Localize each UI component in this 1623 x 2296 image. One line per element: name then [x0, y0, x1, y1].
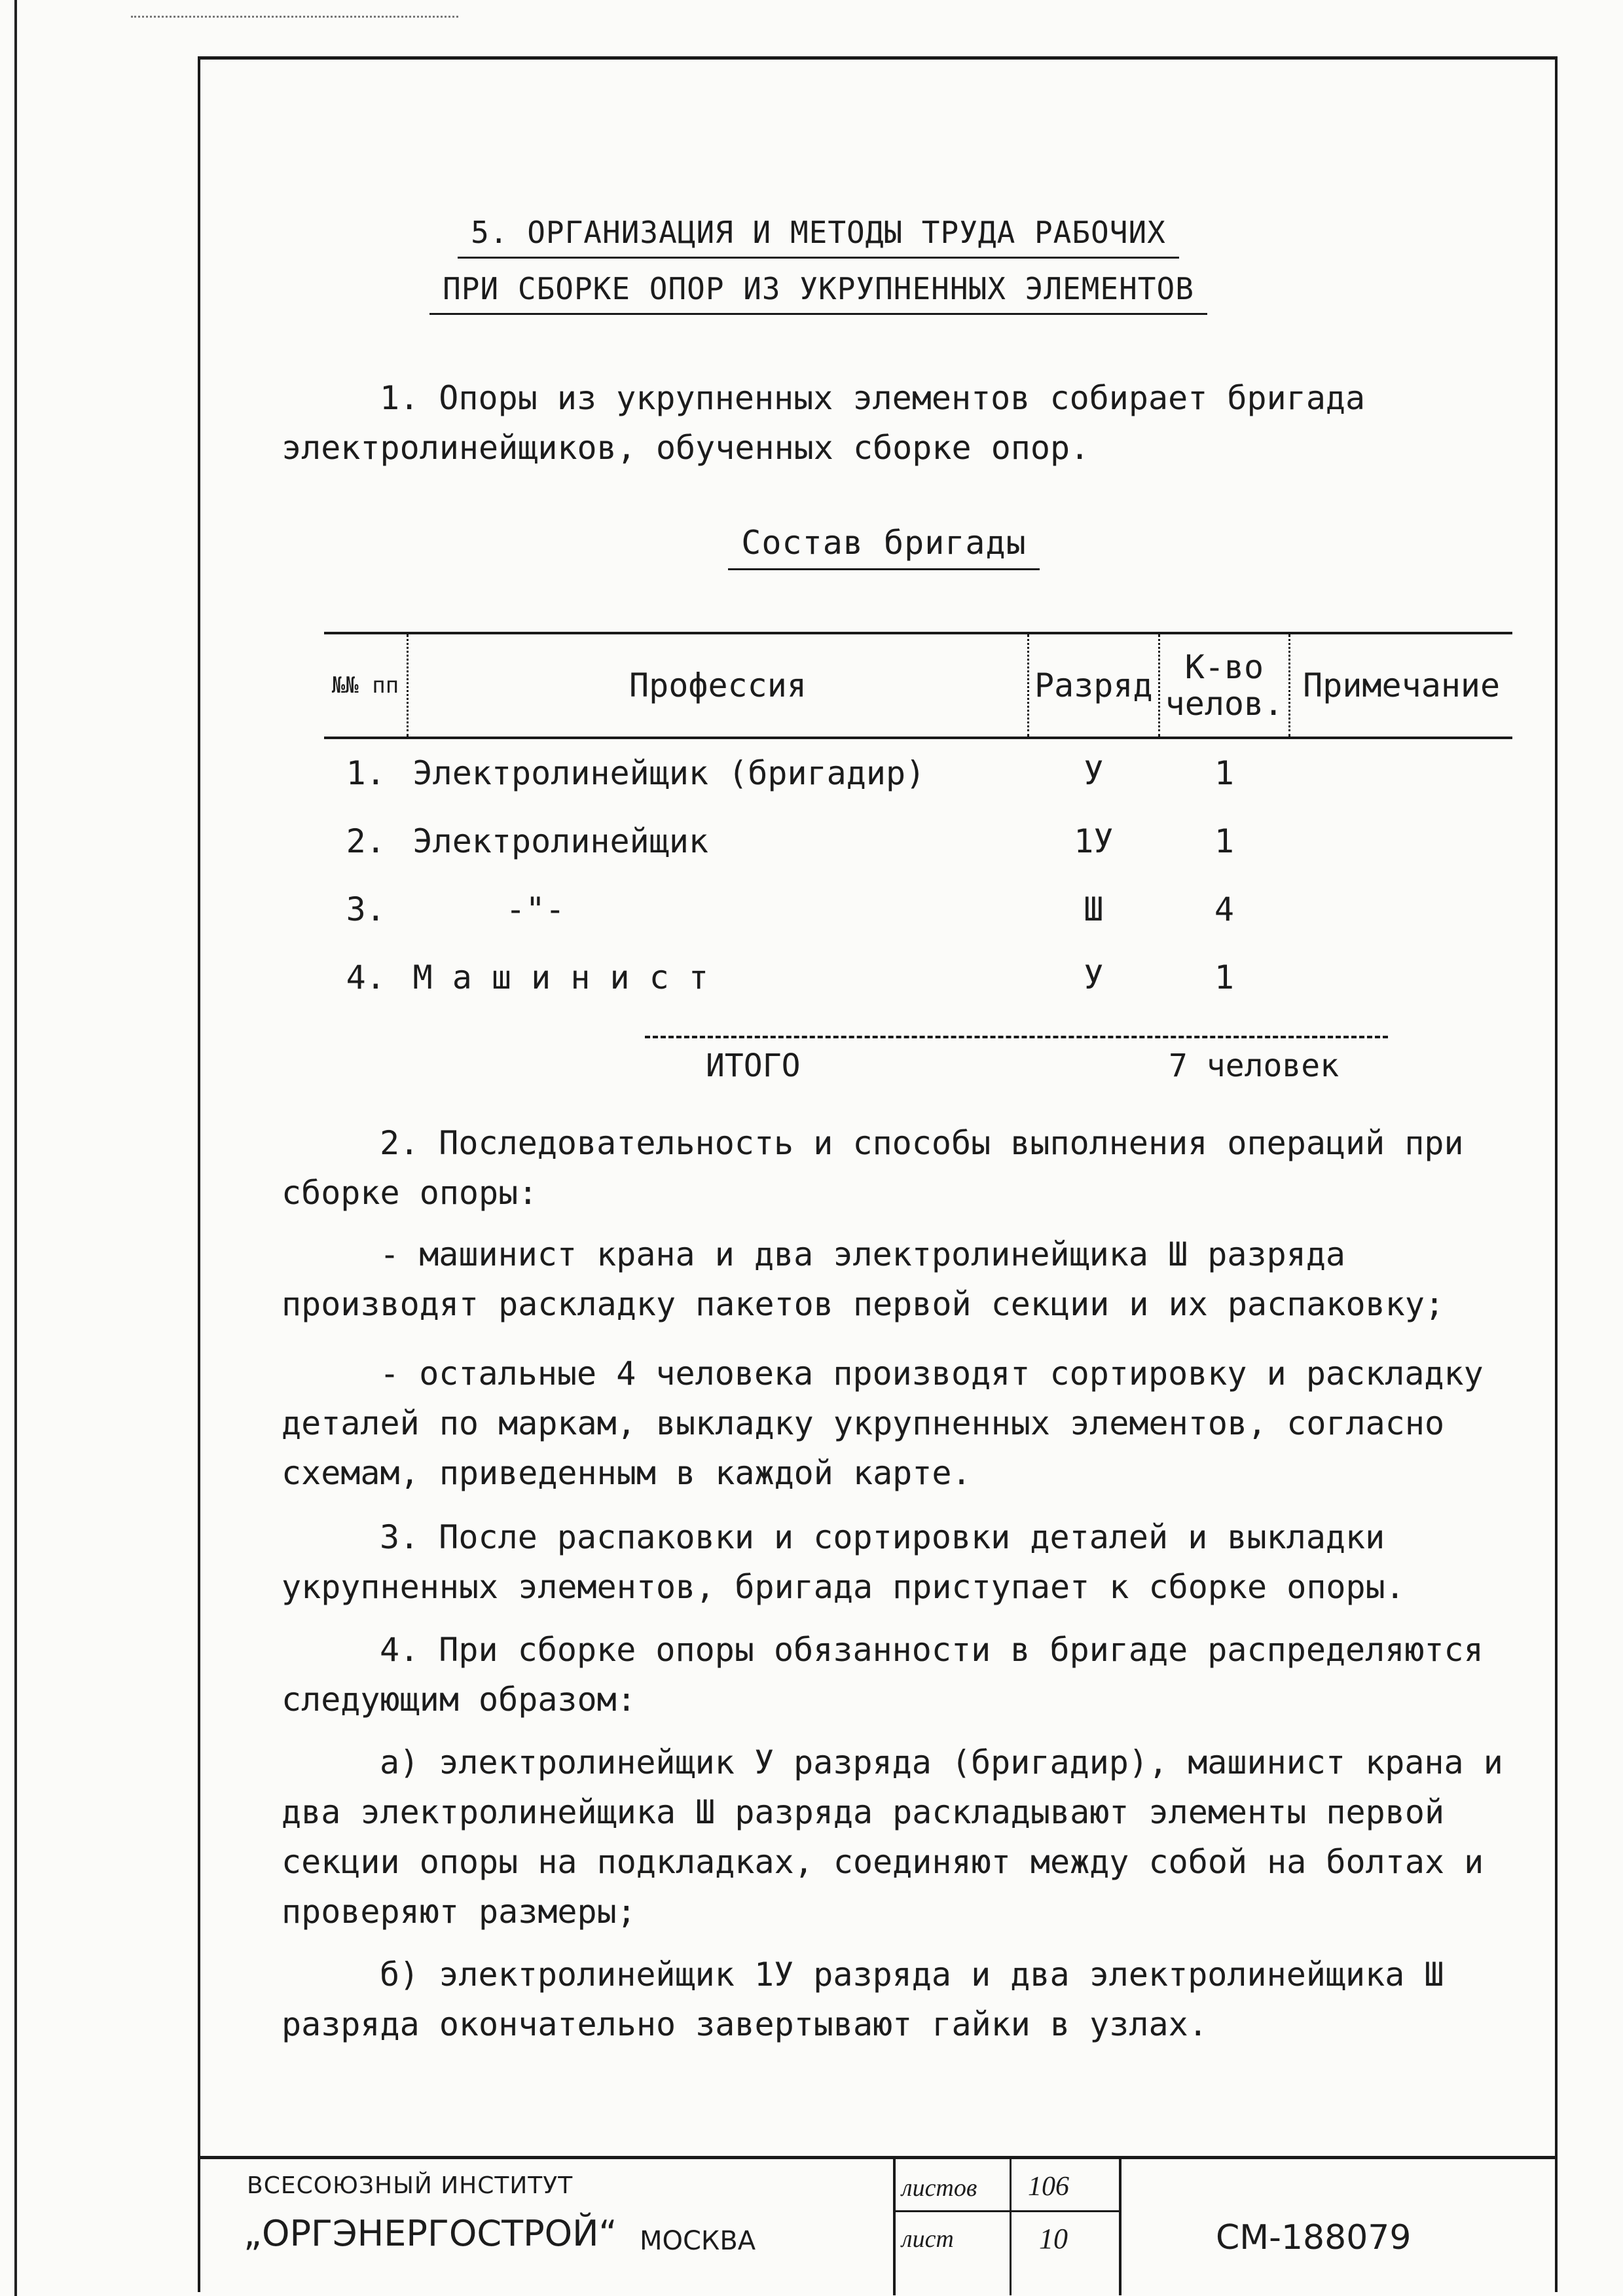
table-row	[324, 943, 1512, 1011]
row-profession: М а ш и н и с т	[412, 958, 709, 996]
total-label: ИТОГО	[706, 1048, 801, 1084]
paragraph-2b: - остальные 4 человека производят сортировку и раскладку деталей по маркам, выкладку укрупненных элементов, согласно схемам, приведенным в каждой карте.	[282, 1355, 1484, 1492]
title-block-divider	[893, 2159, 896, 2295]
header-profession: Профессия	[408, 633, 1029, 738]
row-num: 3.	[346, 890, 386, 928]
sheet-label: лист	[902, 2225, 954, 2253]
paragraph-2: 2. Последовательность и способы выполнения операций при сборке опоры:	[282, 1124, 1464, 1212]
row-grade: У	[1084, 754, 1104, 792]
sheets-value: 106	[1028, 2172, 1069, 2202]
header-num: №№ пп	[324, 633, 408, 738]
row-num: 4.	[346, 958, 386, 996]
header-note: Примечание	[1290, 633, 1512, 738]
header-grade: Разряд	[1029, 633, 1159, 738]
crew-table-header	[324, 633, 1512, 738]
row-note	[1290, 943, 1512, 1011]
sheets-label: листов	[902, 2174, 977, 2202]
crew-table-title: Состав бригады	[687, 524, 1080, 562]
paragraph-3: 3. После распаковки и сортировки деталей и выкладки укрупненных элементов, бригада приступает к сборке опоры.	[282, 1518, 1405, 1606]
row-grade: Ш	[1084, 890, 1104, 928]
row-num: 1.	[346, 754, 386, 792]
title-block	[198, 2156, 1558, 2292]
paragraph-4a: а) электролинейщик У разряда (бригадир), машинист крана и два электролинейщика Ш разряда раскладывают элементы первой секции опоры на подкладках, соединяют между собой на болтах и проверяют размеры;	[282, 1743, 1503, 1931]
row-qty: 4	[1214, 890, 1234, 928]
row-note	[1290, 738, 1512, 807]
section-title-line2: ПРИ СБОРКЕ ОПОР ИЗ УКРУПНЕННЫХ ЭЛЕМЕНТОВ	[262, 271, 1375, 306]
row-note	[1290, 807, 1512, 875]
paragraph-4b: б) электролинейщик 1У разряда и два электролинейщика Ш разряда окончательно завертывают гайки в узлах.	[282, 1956, 1444, 2043]
paragraph-1: 1. Опоры из укрупненных элементов собирает бригада электролинейщиков, обученных сборке опор.	[282, 379, 1366, 467]
sheet-value: 10	[1039, 2223, 1068, 2255]
row-profession: Электролинейщик (бригадир)	[412, 754, 926, 792]
institute-city: МОСКВА	[640, 2226, 756, 2256]
row-profession: Электролинейщик	[412, 822, 709, 860]
row-profession: -"-	[505, 890, 565, 928]
table-row	[324, 807, 1512, 875]
title-block-divider	[893, 2210, 1119, 2212]
row-qty: 1	[1214, 754, 1234, 792]
crew-table	[324, 632, 1512, 1011]
document-code: СМ-188079	[1216, 2218, 1412, 2257]
header-qty: К-во челов.	[1159, 633, 1290, 738]
row-grade: У	[1084, 958, 1104, 996]
title-block-divider	[1119, 2159, 1122, 2295]
table-row	[324, 738, 1512, 807]
row-qty: 1	[1214, 822, 1234, 860]
scan-artifact	[131, 16, 458, 20]
total-value: 7 человек	[1169, 1048, 1340, 1084]
total-divider	[645, 1036, 1388, 1038]
scan-border-line	[14, 0, 17, 2296]
institute-name-line2: „ОРГЭНЕРГОСТРОЙ“	[244, 2213, 617, 2254]
row-num: 2.	[346, 822, 386, 860]
row-qty: 1	[1214, 958, 1234, 996]
row-grade: 1У	[1074, 822, 1114, 860]
institute-name-line1: ВСЕСОЮЗНЫЙ ИНСТИТУТ	[247, 2172, 574, 2199]
paragraph-4: 4. При сборке опоры обязанности в бригаде распределяются следующим образом:	[282, 1631, 1484, 1719]
paragraph-2a: - машинист крана и два электролинейщика Ш разряда производят раскладку пакетов первой секции и их распаковку;	[282, 1235, 1445, 1323]
title-block-divider	[1010, 2159, 1012, 2295]
section-title-line1: 5. ОРГАНИЗАЦИЯ И МЕТОДЫ ТРУДА РАБОЧИХ	[262, 215, 1375, 250]
table-row	[324, 875, 1512, 943]
row-note	[1290, 875, 1512, 943]
